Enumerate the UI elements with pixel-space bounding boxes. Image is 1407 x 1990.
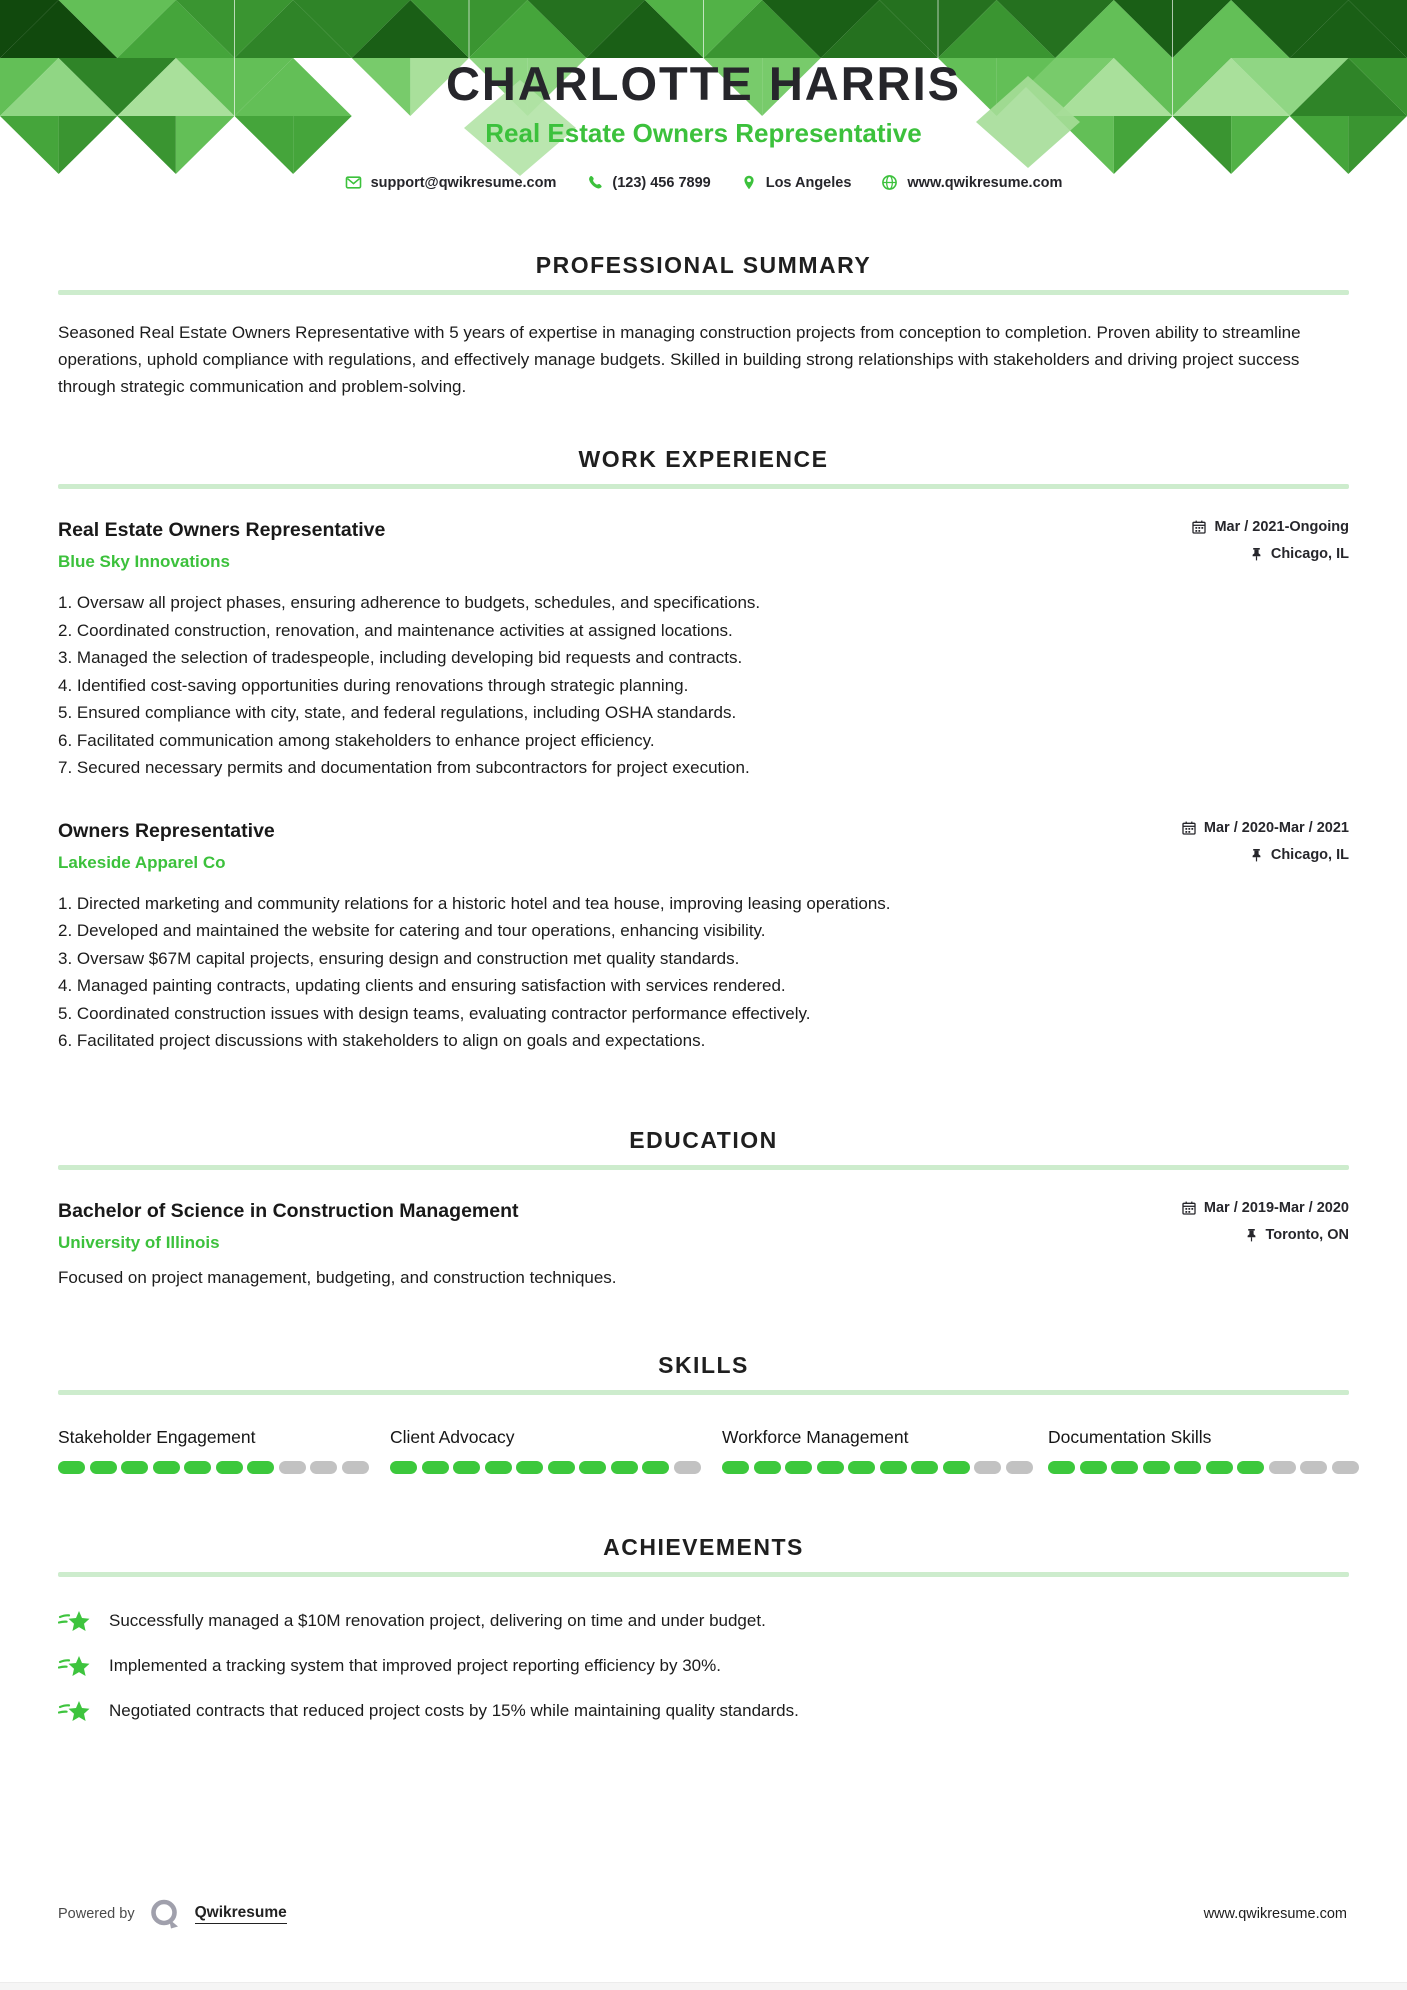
job-bullet: 4. Managed painting contracts, updating clients and ensuring satisfaction with services rendered. bbox=[58, 972, 1349, 1000]
education-location-text: Toronto, ON bbox=[1265, 1226, 1349, 1243]
location-pin-icon bbox=[741, 174, 757, 191]
job-bullet: 6. Facilitated project discussions with stakeholders to align on goals and expectations. bbox=[58, 1027, 1349, 1055]
skill-segment bbox=[1300, 1461, 1327, 1474]
job-entry bbox=[58, 519, 1349, 782]
achievement-text: Implemented a tracking system that improved project reporting efficiency by 30%. bbox=[109, 1656, 721, 1675]
skill-segment bbox=[848, 1461, 875, 1474]
skill-segment bbox=[880, 1461, 907, 1474]
shooting-star-icon bbox=[58, 1607, 92, 1636]
job-location-text: Chicago, IL bbox=[1270, 546, 1349, 562]
skill bbox=[58, 1427, 390, 1474]
school-name: University of Illinois bbox=[58, 1232, 220, 1252]
skill-segment bbox=[1048, 1461, 1075, 1474]
phone-icon bbox=[586, 174, 603, 191]
skill-segment bbox=[153, 1461, 180, 1474]
skill-segment bbox=[453, 1461, 480, 1474]
powered-by-label: Powered by bbox=[58, 1906, 135, 1922]
skill bbox=[1048, 1427, 1359, 1474]
skill-segment bbox=[611, 1461, 638, 1474]
summary-text: Seasoned Real Estate Owners Representative with 5 years of expertise in managing construction projects from conception to completion. Proven ability to streamline operations, uphold compliance with regulations, and effectively manage budgets. Skilled in building strong relationships with stakeholders and driving project success through strategic communication and problem-solving. bbox=[58, 323, 1301, 396]
skill-segment bbox=[279, 1461, 306, 1474]
contact-email-text: support@qwikresume.com bbox=[370, 174, 557, 191]
skill-name: Stakeholder Engagement bbox=[58, 1426, 256, 1447]
job-bullet: 3. Managed the selection of tradespeople, including developing bid requests and contracts. bbox=[58, 644, 1349, 672]
job-company: Lakeside Apparel Co bbox=[58, 852, 226, 872]
footer bbox=[58, 1896, 1347, 1932]
shooting-star-icon bbox=[58, 1697, 92, 1726]
skill-segment bbox=[121, 1461, 148, 1474]
contact-location bbox=[741, 174, 852, 191]
contact-location-text: Los Angeles bbox=[765, 174, 852, 191]
skill-name: Client Advocacy bbox=[390, 1426, 515, 1447]
skill-segment bbox=[58, 1461, 85, 1474]
calendar-icon bbox=[1192, 520, 1206, 534]
section-heading-skills: SKILLS bbox=[658, 1351, 749, 1378]
skill bbox=[390, 1427, 722, 1474]
skill-bar bbox=[1048, 1461, 1359, 1474]
skill-segment bbox=[642, 1461, 669, 1474]
skill-segment bbox=[754, 1461, 781, 1474]
qwikresume-link[interactable]: Qwikresume bbox=[195, 1904, 287, 1924]
globe-icon bbox=[881, 174, 898, 191]
section-divider bbox=[58, 1165, 1349, 1170]
education-description: Focused on project management, budgeting, and construction techniques. bbox=[58, 1267, 617, 1287]
candidate-name: CHARLOTTE HARRIS bbox=[445, 57, 962, 110]
skill-segment bbox=[1332, 1461, 1359, 1474]
skill-name: Workforce Management bbox=[722, 1426, 909, 1447]
content bbox=[0, 252, 1407, 1726]
section-divider bbox=[58, 290, 1349, 295]
job-bullet: 7. Secured necessary permits and documentation from subcontractors for project execution. bbox=[58, 754, 1349, 782]
contact-website-text: www.qwikresume.com bbox=[907, 174, 1063, 191]
contact-phone[interactable] bbox=[586, 174, 710, 191]
pushpin-icon bbox=[1245, 1228, 1258, 1242]
calendar-icon bbox=[1182, 1201, 1196, 1215]
skill-segment bbox=[1269, 1461, 1296, 1474]
skill-segment bbox=[674, 1461, 701, 1474]
skill-segment bbox=[1111, 1461, 1138, 1474]
skills-grid bbox=[58, 1427, 1349, 1474]
achievement-list bbox=[58, 1607, 1349, 1726]
job-bullet-list bbox=[58, 890, 1349, 1055]
education-dates bbox=[1182, 1200, 1349, 1216]
skill-bar bbox=[390, 1461, 722, 1474]
education-dates-text: Mar / 2019-Mar / 2020 bbox=[1203, 1199, 1349, 1216]
education-location bbox=[1182, 1227, 1349, 1243]
skill-bar bbox=[722, 1461, 1048, 1474]
skill-bar bbox=[58, 1461, 390, 1474]
skill bbox=[722, 1427, 1048, 1474]
skill-segment bbox=[1006, 1461, 1033, 1474]
achievement-item bbox=[58, 1652, 1349, 1681]
skill-name: Documentation Skills bbox=[1048, 1426, 1212, 1447]
contact-phone-text: (123) 456 7899 bbox=[612, 174, 711, 191]
skill-segment bbox=[516, 1461, 543, 1474]
contact-website[interactable] bbox=[881, 174, 1062, 191]
skill-segment bbox=[911, 1461, 938, 1474]
skill-segment bbox=[1174, 1461, 1201, 1474]
job-dates-text: Mar / 2020-Mar / 2021 bbox=[1203, 819, 1349, 836]
section-divider bbox=[58, 484, 1349, 489]
job-company: Blue Sky Innovations bbox=[58, 552, 230, 571]
job-bullet: 2. Coordinated construction, renovation, and maintenance activities at assigned locations. bbox=[58, 617, 1349, 645]
job-entry bbox=[58, 820, 1349, 1055]
job-bullet: 1. Oversaw all project phases, ensuring adherence to budgets, schedules, and specifications. bbox=[58, 589, 1349, 617]
skill-segment bbox=[390, 1461, 417, 1474]
job-dates bbox=[1192, 519, 1349, 535]
skill-segment bbox=[1206, 1461, 1233, 1474]
section-divider bbox=[58, 1572, 1349, 1577]
section-divider bbox=[58, 1390, 1349, 1395]
pushpin-icon bbox=[1250, 547, 1263, 561]
skill-segment bbox=[817, 1461, 844, 1474]
section-heading-achievements: ACHIEVEMENTS bbox=[603, 1533, 804, 1560]
section-heading-education: EDUCATION bbox=[629, 1126, 778, 1153]
bottom-strip bbox=[0, 1982, 1407, 1990]
calendar-icon bbox=[1182, 821, 1196, 835]
skill-segment bbox=[548, 1461, 575, 1474]
skill-segment bbox=[1080, 1461, 1107, 1474]
job-bullet-list bbox=[58, 589, 1349, 782]
achievement-item bbox=[58, 1697, 1349, 1726]
skill-segment bbox=[184, 1461, 211, 1474]
qwikresume-q-logo bbox=[147, 1896, 183, 1932]
skill-segment bbox=[216, 1461, 243, 1474]
skill-segment bbox=[310, 1461, 337, 1474]
pushpin-icon bbox=[1250, 848, 1263, 862]
footer-website[interactable]: www.qwikresume.com bbox=[1203, 1906, 1347, 1922]
job-bullet: 1. Directed marketing and community relations for a historic hotel and tea house, improving leasing operations. bbox=[58, 890, 1349, 918]
skill-segment bbox=[422, 1461, 449, 1474]
job-title: Real Estate Owners Representative bbox=[58, 519, 386, 541]
job-bullet: 5. Ensured compliance with city, state, and federal regulations, including OSHA standards. bbox=[58, 699, 1349, 727]
job-location-text: Chicago, IL bbox=[1270, 846, 1349, 863]
education-entry bbox=[58, 1200, 1349, 1288]
job-dates bbox=[1182, 820, 1349, 836]
job-bullet: 5. Coordinated construction issues with design teams, evaluating contractor performance effectively. bbox=[58, 1000, 1349, 1028]
achievement-text: Successfully managed a $10M renovation project, delivering on time and under budget. bbox=[109, 1611, 766, 1630]
job-dates-text: Mar / 2021-Ongoing bbox=[1214, 519, 1349, 535]
job-bullet: 3. Oversaw $67M capital projects, ensuring design and construction met quality standards. bbox=[58, 945, 1349, 973]
job-bullet: 4. Identified cost-saving opportunities during renovations through strategic planning. bbox=[58, 672, 1349, 700]
skill-segment bbox=[90, 1461, 117, 1474]
shooting-star-icon bbox=[58, 1652, 92, 1681]
section-heading-summary: PROFESSIONAL SUMMARY bbox=[535, 252, 872, 278]
section-heading-experience: WORK EXPERIENCE bbox=[578, 446, 829, 472]
skill-segment bbox=[247, 1461, 274, 1474]
skill-segment bbox=[579, 1461, 606, 1474]
job-title: Owners Representative bbox=[58, 819, 275, 842]
skill-segment bbox=[342, 1461, 369, 1474]
skill-segment bbox=[1237, 1461, 1264, 1474]
skill-segment bbox=[943, 1461, 970, 1474]
job-bullet: 2. Developed and maintained the website for catering and tour operations, enhancing visibility. bbox=[58, 917, 1349, 945]
skill-segment bbox=[974, 1461, 1001, 1474]
job-location bbox=[1182, 847, 1349, 863]
skill-segment bbox=[785, 1461, 812, 1474]
skill-segment bbox=[722, 1461, 749, 1474]
contact-row bbox=[0, 174, 1407, 191]
candidate-job-title: Real Estate Owners Representative bbox=[485, 118, 922, 148]
achievement-text: Negotiated contracts that reduced project costs by 15% while maintaining quality standards. bbox=[109, 1701, 799, 1720]
degree-title: Bachelor of Science in Construction Management bbox=[58, 1199, 519, 1222]
job-location bbox=[1192, 546, 1349, 562]
contact-email[interactable] bbox=[345, 174, 557, 191]
email-icon bbox=[345, 174, 362, 191]
job-bullet: 6. Facilitated communication among stakeholders to enhance project efficiency. bbox=[58, 727, 1349, 755]
skill-segment bbox=[1143, 1461, 1170, 1474]
skill-segment bbox=[485, 1461, 512, 1474]
header bbox=[0, 0, 1407, 212]
achievement-item bbox=[58, 1607, 1349, 1636]
